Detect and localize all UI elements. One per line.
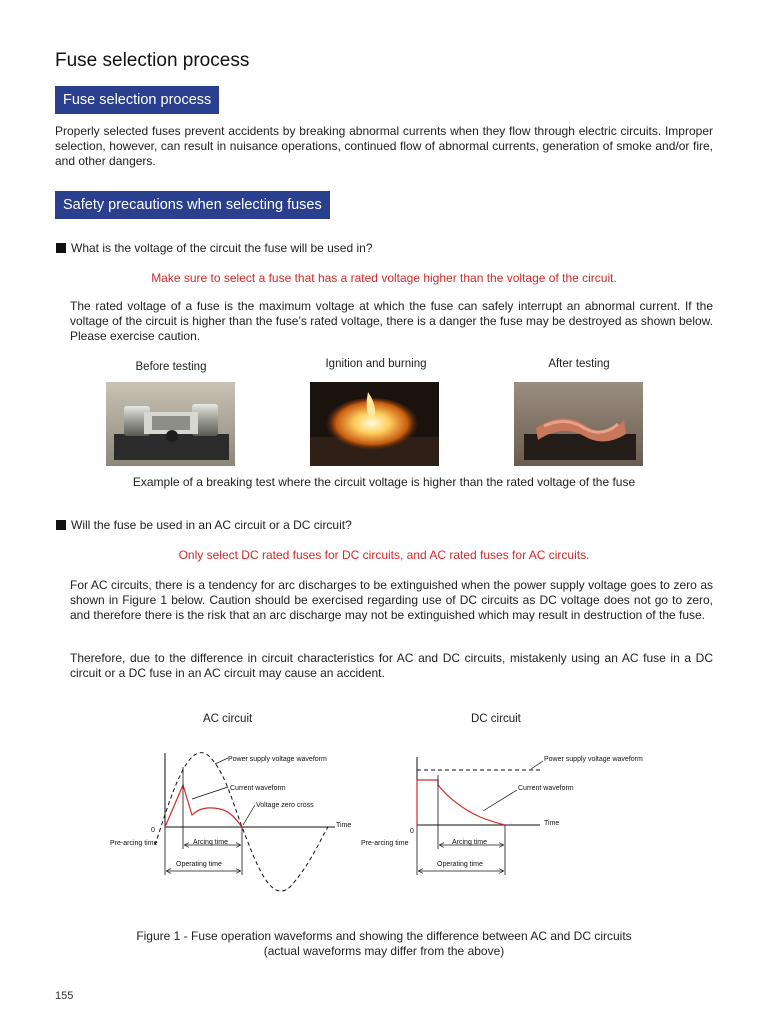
section-banner-safety-precautions: Safety precautions when selecting fuses xyxy=(55,191,330,219)
dc-time-label: Time xyxy=(544,820,560,827)
ac-arcing-label: Arcing time xyxy=(193,839,229,846)
dc-waveform-diagram xyxy=(355,745,665,895)
voltage-body: The rated voltage of a fuse is the maximum voltage at which the fuse can safely interrupt an abnormal current. If the voltage of the circuit is higher than the fuse’s rated voltage, there is a danger the fuse may be destroyed as shown below. Please exercise caution. xyxy=(70,299,713,343)
page-number: 155 xyxy=(55,990,74,1002)
ac-voltage-leader xyxy=(215,758,228,764)
ac-voltage-waveform xyxy=(155,753,328,892)
dc-current-label: Current waveform xyxy=(518,785,574,792)
bullet-square-icon xyxy=(56,520,66,530)
ac-zero-label: 0 xyxy=(151,827,155,834)
question-voltage-text: What is the voltage of the circuit the fuse will be used in? xyxy=(71,241,373,255)
dc-current-leader xyxy=(483,790,517,811)
question-ac-dc xyxy=(56,518,352,532)
ac-waveform-diagram xyxy=(100,745,360,895)
dc-voltage-label: Power supply voltage waveform xyxy=(544,756,643,763)
ac-voltage-label: Power supply voltage waveform xyxy=(228,756,327,763)
page-title: Fuse selection process xyxy=(55,50,250,71)
dc-operating-label: Operating time xyxy=(437,861,483,868)
section-banner-fuse-selection: Fuse selection process xyxy=(55,86,219,114)
ac-zero-cross-leader xyxy=(243,805,255,825)
intro-paragraph: Properly selected fuses prevent accidents by breaking abnormal currents when they flow through electric circuits. Improper selection, however, can result in nuisance operations, continued flow of abnormal currents, generation of smoke and/or fire, and other dangers. xyxy=(55,124,713,168)
dc-voltage-leader xyxy=(531,761,543,769)
photo-label-before: Before testing xyxy=(135,361,207,373)
ac-prearc-label: Pre-arcing time xyxy=(110,840,158,847)
figure-caption-line-2: (actual waveforms may differ from the above) xyxy=(263,944,505,958)
ac-current-leader xyxy=(192,787,228,799)
dc-current-waveform xyxy=(417,780,505,825)
question-voltage xyxy=(56,241,373,255)
photo-label-ignition: Ignition and burning xyxy=(325,358,427,370)
ac-dc-body-2: Therefore, due to the difference in circuit characteristics for AC and DC circuits, mistakenly using an AC fuse in a DC circuit or a DC fuse in an AC circuit may cause an accident. xyxy=(70,651,713,680)
ac-circuit-title: AC circuit xyxy=(203,713,253,725)
photo-caption: Example of a breaking test where the circuit voltage is higher than the rated voltage of the fuse xyxy=(132,475,636,489)
question-ac-dc-text: Will the fuse be used in an AC circuit or a DC circuit? xyxy=(71,518,352,532)
bullet-square-icon xyxy=(56,243,66,253)
dc-prearc-label: Pre-arcing time xyxy=(361,840,409,847)
ac-dc-body-1: For AC circuits, there is a tendency for arc discharges to be extinguished when the power supply voltage goes to zero as shown in Figure 1 below. Caution should be exercised regarding use of DC circuits as DC voltage does not go to zero, and therefore there is the risk that an arc discharge may not be extinguished which may result in destruction of the fuse. xyxy=(70,578,713,622)
ac-current-label: Current waveform xyxy=(230,785,286,792)
dc-circuit-title: DC circuit xyxy=(471,713,521,725)
dc-zero-label: 0 xyxy=(410,828,414,835)
figure-caption-line-1: Figure 1 - Fuse operation waveforms and showing the difference between AC and DC circuits xyxy=(136,929,632,943)
voltage-highlight: Make sure to select a fuse that has a rated voltage higher than the voltage of the circuit. xyxy=(151,271,617,285)
ac-dc-highlight: Only select DC rated fuses for DC circuits, and AC rated fuses for AC circuits. xyxy=(178,548,590,562)
ac-zero-cross-label: Voltage zero cross xyxy=(256,802,314,809)
photo-label-after: After testing xyxy=(548,358,610,370)
photo-ignition-burning xyxy=(310,382,439,466)
ac-time-label: Time xyxy=(336,822,352,829)
photo-after-testing xyxy=(514,382,643,466)
photo-before-testing xyxy=(106,382,235,466)
ac-operating-label: Operating time xyxy=(176,861,222,868)
dc-arcing-label: Arcing time xyxy=(452,839,488,846)
